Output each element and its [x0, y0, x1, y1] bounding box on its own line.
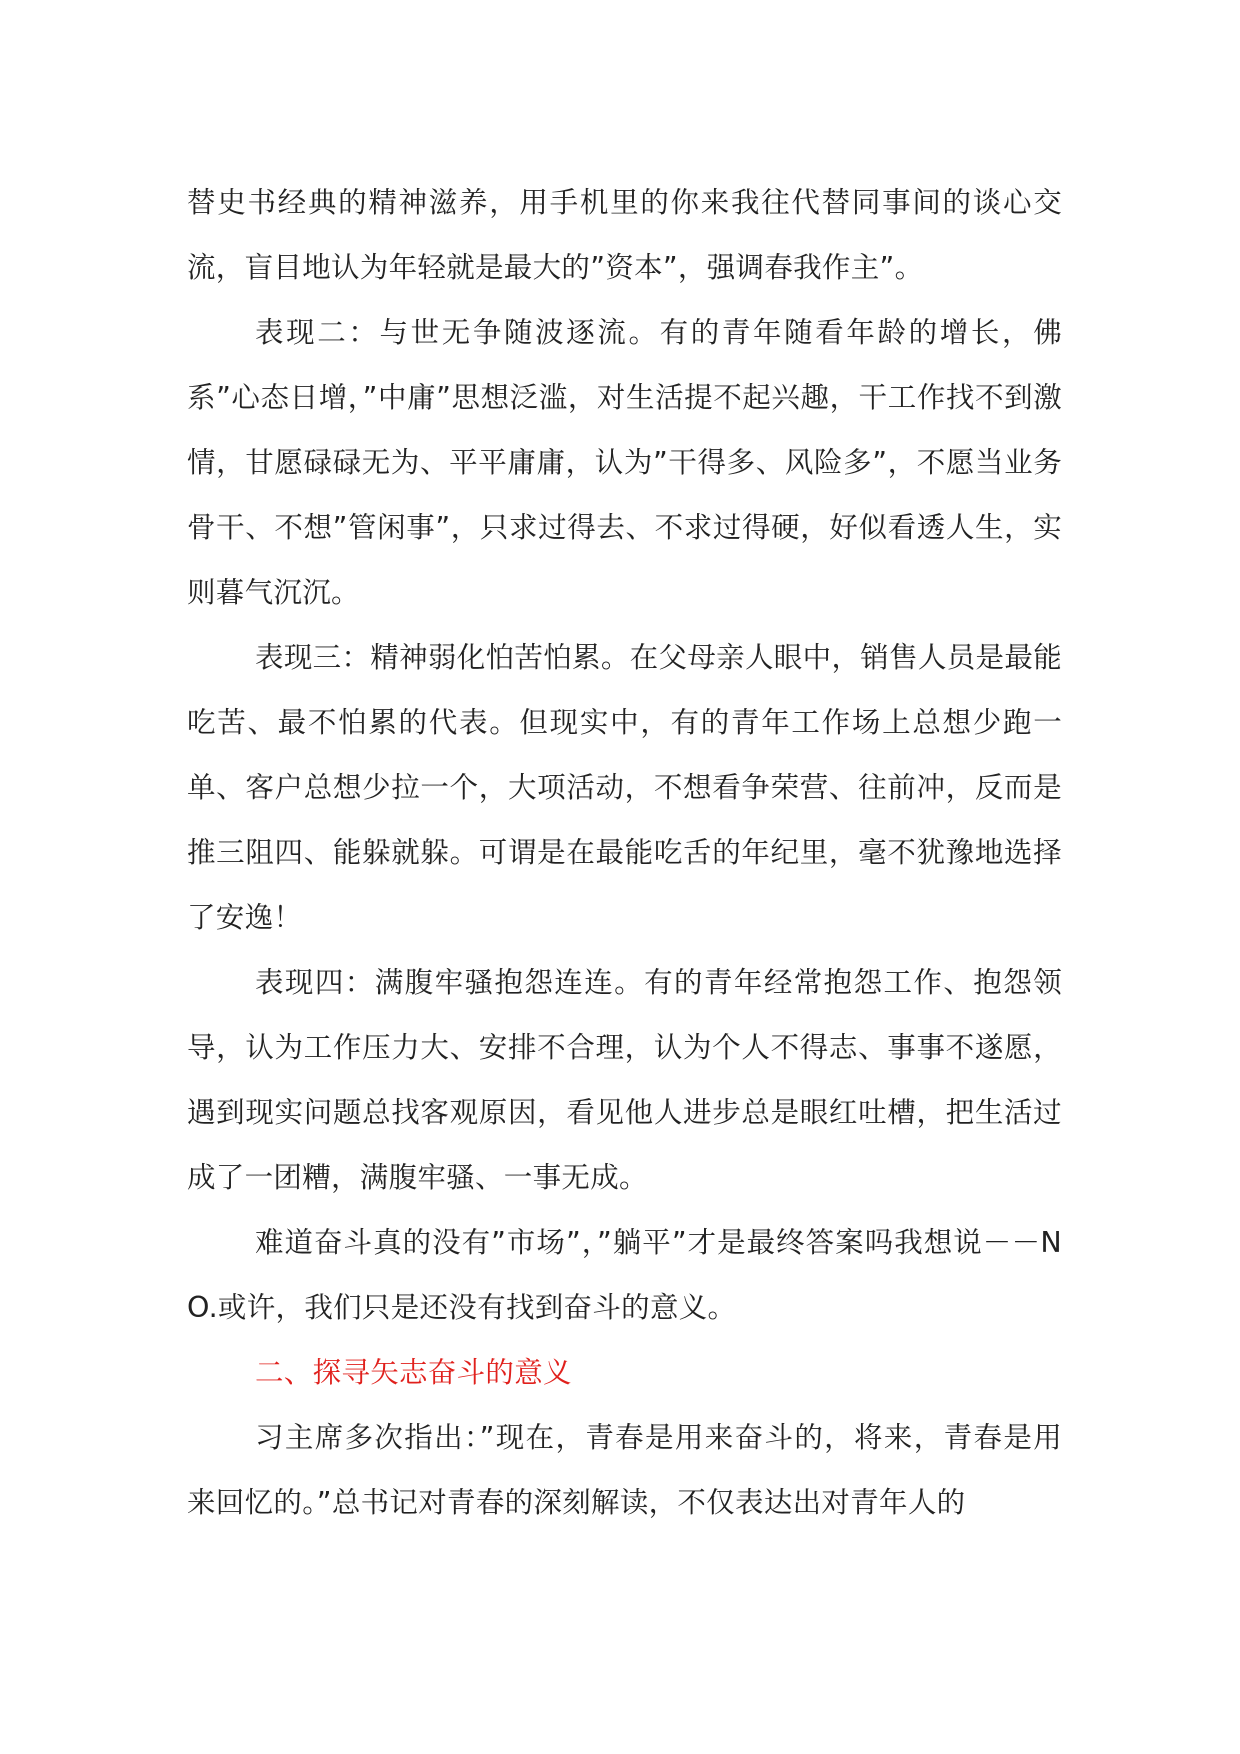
- paragraph-manifestation-four: 表现四：满腹牢骚抱怨连连。有的青年经常抱怨工作、抱怨领导，认为工作压力大、安排不合理，认为个人不得志、事事不遂愿，遇到现实问题总找客观原因，看见他人进步总是眼红吐槽，把生活过成了一团糟，满腹牢骚、一事无成。: [187, 966, 1062, 1194]
- paragraph-manifestation-three: 表现三：精神弱化怕苦怕累。在父母亲人眼中，销售人员是最能吃苦、最不怕累的代表。但现实中，有的青年工作场上总想少跑一单、客户总想少拉一个，大项活动，不想看争荣营、往前冲，反而是推三阻四、能躲就躲。可谓是在最能吃舌的年纪里，毫不犹豫地选择了安逸！: [187, 641, 1062, 934]
- paragraph-manifestation-two: 表现二：与世无争随波逐流。有的青年随看年龄的增长，佛系”心态日增，”中庸”思想泛滥，对生活提不起兴趣，干工作找不到激情，甘愿碌碌无为、平平庸庸，认为”干得多、风险多”，不愿当业务骨干、不想”管闲事”，只求过得去、不求过得硬，好似看透人生，实则暮气沉沉。: [187, 316, 1062, 609]
- paragraph-quote: 习主席多次指出：”现在，青春是用来奋斗的，将来，青春是用来回忆的。”总书记对青春的深刻解读，不仅表达出对青年人的: [187, 1421, 1062, 1519]
- section-heading: 二、探寻矢志奋斗的意义: [255, 1356, 572, 1389]
- paragraph-question: 难道奋斗真的没有”市场”，”躺平”才是最终答案吗我想说－－NO.或许，我们只是还没有找到奋斗的意义。: [187, 1226, 1062, 1324]
- document-page: [187, 170, 1062, 1535]
- paragraph-continuation: 替史书经典的精神滋养，用手机里的你来我往代替同事间的谈心交流，盲目地认为年轻就是最大的”资本”，强调春我作主”。: [187, 186, 1062, 284]
